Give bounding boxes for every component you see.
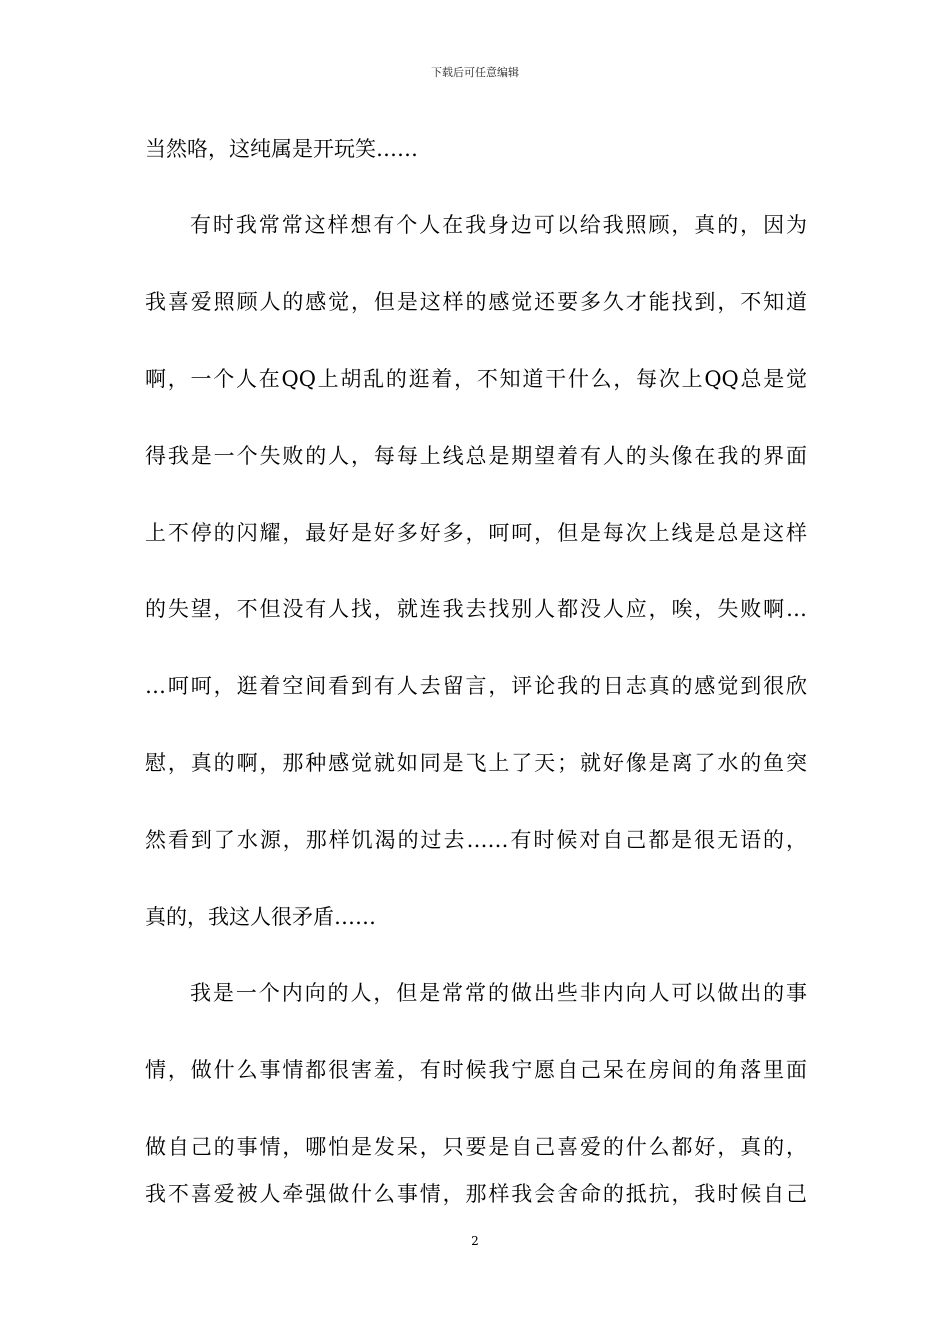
text-line: 真的，我这人很矛盾…… — [145, 905, 376, 929]
text-line: …呵呵，逛着空间看到有人去留言，评论我的日志真的感觉到很欣 — [145, 674, 807, 698]
text-line: 慰，真的啊，那种感觉就如同是飞上了天；就好像是离了水的鱼突 — [145, 751, 807, 775]
text-line: 我喜爱照顾人的感觉，但是这样的感觉还要多久才能找到，不知道 — [145, 290, 807, 314]
text-line: 我不喜爱被人牵强做什么事情，那样我会舍命的抵抗，我时候自己 — [145, 1182, 807, 1206]
page-header: 下载后可任意编辑 — [431, 66, 519, 79]
text-line: 情，做什么事情都很害羞，有时候我宁愿自己呆在房间的角落里面 — [145, 1058, 807, 1082]
text-line: 啊，一个人在QQ上胡乱的逛着，不知道干什么，每次上QQ总是觉 — [145, 367, 807, 391]
text-line: 做自己的事情，哪怕是发呆，只要是自己喜爱的什么都好，真的， — [145, 1135, 807, 1159]
paragraph-first-line: 有时我常常这样想有个人在我身边可以给我照顾，真的，因为 — [190, 213, 807, 237]
text-line: 然看到了水源，那样饥渴的过去……有时候对自己都是很无语的， — [145, 828, 807, 852]
page-number: 2 — [471, 1234, 479, 1248]
text-line: 的失望，不但没有人找，就连我去找别人都没人应，唉，失败啊… — [145, 597, 807, 621]
text-line: 得我是一个失败的人，每每上线总是期望着有人的头像在我的界面 — [145, 444, 807, 468]
text-line: 当然咯，这纯属是开玩笑…… — [145, 137, 418, 161]
paragraph-first-line: 我是一个内向的人，但是常常的做出些非内向人可以做出的事 — [190, 981, 807, 1005]
text-line: 上不停的闪耀，最好是好多好多，呵呵，但是每次上线是总是这样 — [145, 521, 807, 545]
